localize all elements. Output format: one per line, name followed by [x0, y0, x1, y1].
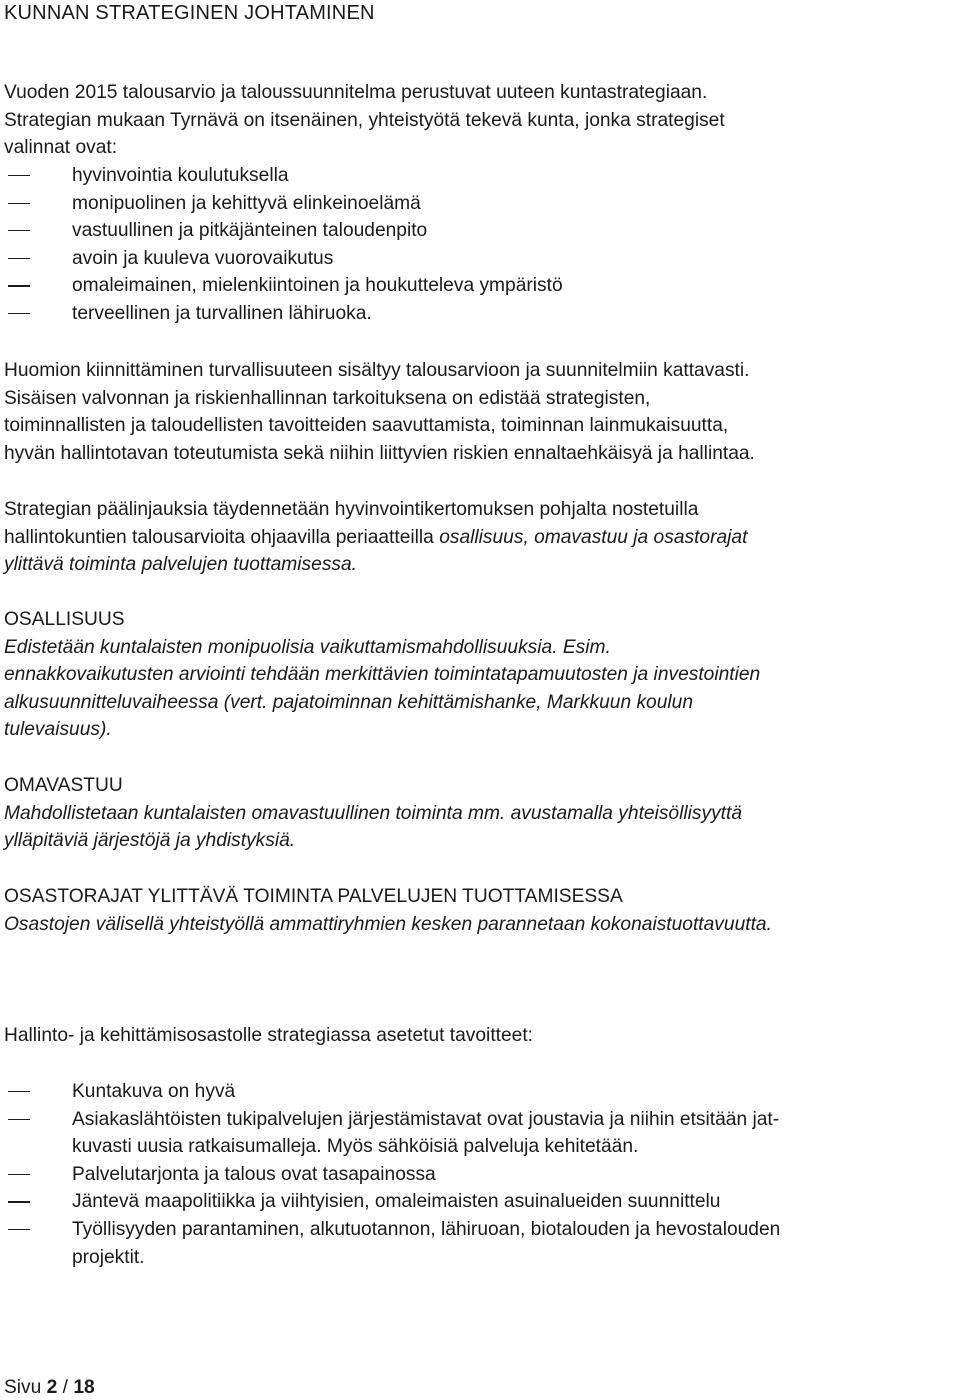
list-item: hyvinvointia koulutuksella — [4, 162, 563, 190]
policy-paragraph — [4, 496, 747, 579]
dash-bullet-icon — [8, 1119, 30, 1120]
intro-paragraph — [4, 79, 725, 162]
policy-line: ylittävä toiminta palvelujen tuottamisessa. — [4, 554, 358, 576]
dash-bullet-icon — [8, 230, 30, 231]
section-line: Osastojen välisellä yhteistyöllä ammattiryhmien kesken parannetaan kokonaistuottavuutta. — [4, 913, 772, 935]
dash-bullet-icon — [8, 1201, 30, 1202]
page-title: KUNNAN STRATEGINEN JOHTAMINEN — [4, 2, 375, 24]
section-heading: OSASTORAJAT YLITTÄVÄ TOIMINTA PALVELUJEN TUOTTAMISESSA — [4, 886, 623, 907]
intro-line: Strategian mukaan Tyrnävä on itsenäinen, yhteistyötä tekevä kunta, jonka strategiset — [4, 109, 725, 131]
safety-paragraph — [4, 357, 755, 467]
page-number: Sivu 2 / 18 — [4, 1377, 95, 1398]
section-line: Mahdollistetaan kuntalaisten omavastuullinen toiminta mm. avustamalla yhteisöllisyyttä — [4, 802, 743, 824]
intro-line: valinnat ovat: — [4, 137, 118, 159]
safety-line: toiminnallisten ja taloudellisten tavoitteiden saavuttamista, toiminnan lainmukaisuutta, — [4, 415, 729, 437]
department-goals-heading: Hallinto- ja kehittämisosastolle strategiassa asetetut tavoitteet: — [4, 1025, 533, 1046]
section-heading: OMAVASTUU — [4, 775, 123, 796]
dash-bullet-icon — [8, 175, 30, 176]
list-item: Työllisyyden parantaminen, alkutuotannon, lähiruoan, biotalouden ja hevostalouden projektit. — [4, 1216, 780, 1271]
list-item: Jäntevä maapolitiikka ja viihtyisien, omaleimaisten asuinalueiden suunnittelu — [4, 1188, 780, 1216]
safety-line: hyvän hallintotavan toteutumista sekä niihin liittyvien riskien ennaltaehkäisyä ja hallintaa. — [4, 442, 755, 464]
list-item: vastuullinen ja pitkäjänteinen taloudenpito — [4, 217, 563, 245]
section-line: tulevaisuus). — [4, 719, 112, 741]
list-item: monipuolinen ja kehittyvä elinkeinoelämä — [4, 190, 563, 218]
strategic-choices-list — [4, 162, 563, 328]
department-goals-list — [4, 1078, 780, 1271]
safety-line: Huomion kiinnittäminen turvallisuuteen sisältyy talousarvioon ja suunnitelmiin kattavasti. — [4, 360, 750, 381]
section-line: ylläpitäviä järjestöjä ja yhdistyksiä. — [4, 830, 296, 852]
list-item: omaleimainen, mielenkiintoinen ja houkutteleva ympäristö — [4, 272, 563, 300]
safety-line: Sisäisen valvonnan ja riskienhallinnan tarkoituksena on edistää strategisten, — [4, 387, 651, 409]
current-page: 2 — [46, 1377, 58, 1398]
list-item: Asiakaslähtöisten tukipalvelujen järjestämistavat ovat joustavia ja niihin etsitään jat- kuvasti uusia ratkaisumalleja. Myös sähköisiä palveluja kehitetään. — [4, 1106, 780, 1161]
section-line: ennakkovaikutusten arviointi tehdään merkittävien toimintatapamuutosten ja investointien — [4, 664, 761, 686]
policy-line: hallintokuntien talousarvioita ohjaavilla periaatteilla osallisuus, omavastuu ja osastorajat — [4, 526, 748, 548]
policy-line: Strategian päälinjauksia täydennetään hyvinvointikertomuksen pohjalta nostetuilla — [4, 499, 699, 520]
dash-bullet-icon — [8, 258, 30, 259]
dash-bullet-icon — [8, 203, 30, 204]
osastorajat-section — [4, 883, 772, 938]
section-line: Edistetään kuntalaisten monipuolisia vaikuttamismahdollisuuksia. Esim. — [4, 636, 611, 658]
intro-line: Vuoden 2015 talousarvio ja taloussuunnitelma perustuvat uuteen kuntastrategiaan. — [4, 82, 708, 103]
total-pages: 18 — [73, 1377, 95, 1398]
dash-bullet-icon — [8, 1174, 30, 1175]
list-item: Palvelutarjonta ja talous ovat tasapainossa — [4, 1161, 780, 1189]
dash-bullet-icon — [8, 313, 30, 314]
dash-bullet-icon — [8, 285, 30, 286]
list-item: terveellinen ja turvallinen lähiruoka. — [4, 300, 563, 328]
omavastuu-section — [4, 772, 742, 855]
list-item: avoin ja kuuleva vuorovaikutus — [4, 245, 563, 273]
principles-emphasis: osallisuus, omavastuu ja osastorajat — [439, 526, 748, 548]
section-line: alkusuunnitteluvaiheessa (vert. pajatoiminnan kehittämishanke, Markkuun koulun — [4, 691, 694, 713]
osallisuus-section — [4, 606, 760, 744]
list-item: Kuntakuva on hyvä — [4, 1078, 780, 1106]
dash-bullet-icon — [8, 1229, 30, 1230]
section-heading: OSALLISUUS — [4, 609, 125, 630]
dash-bullet-icon — [8, 1091, 30, 1092]
